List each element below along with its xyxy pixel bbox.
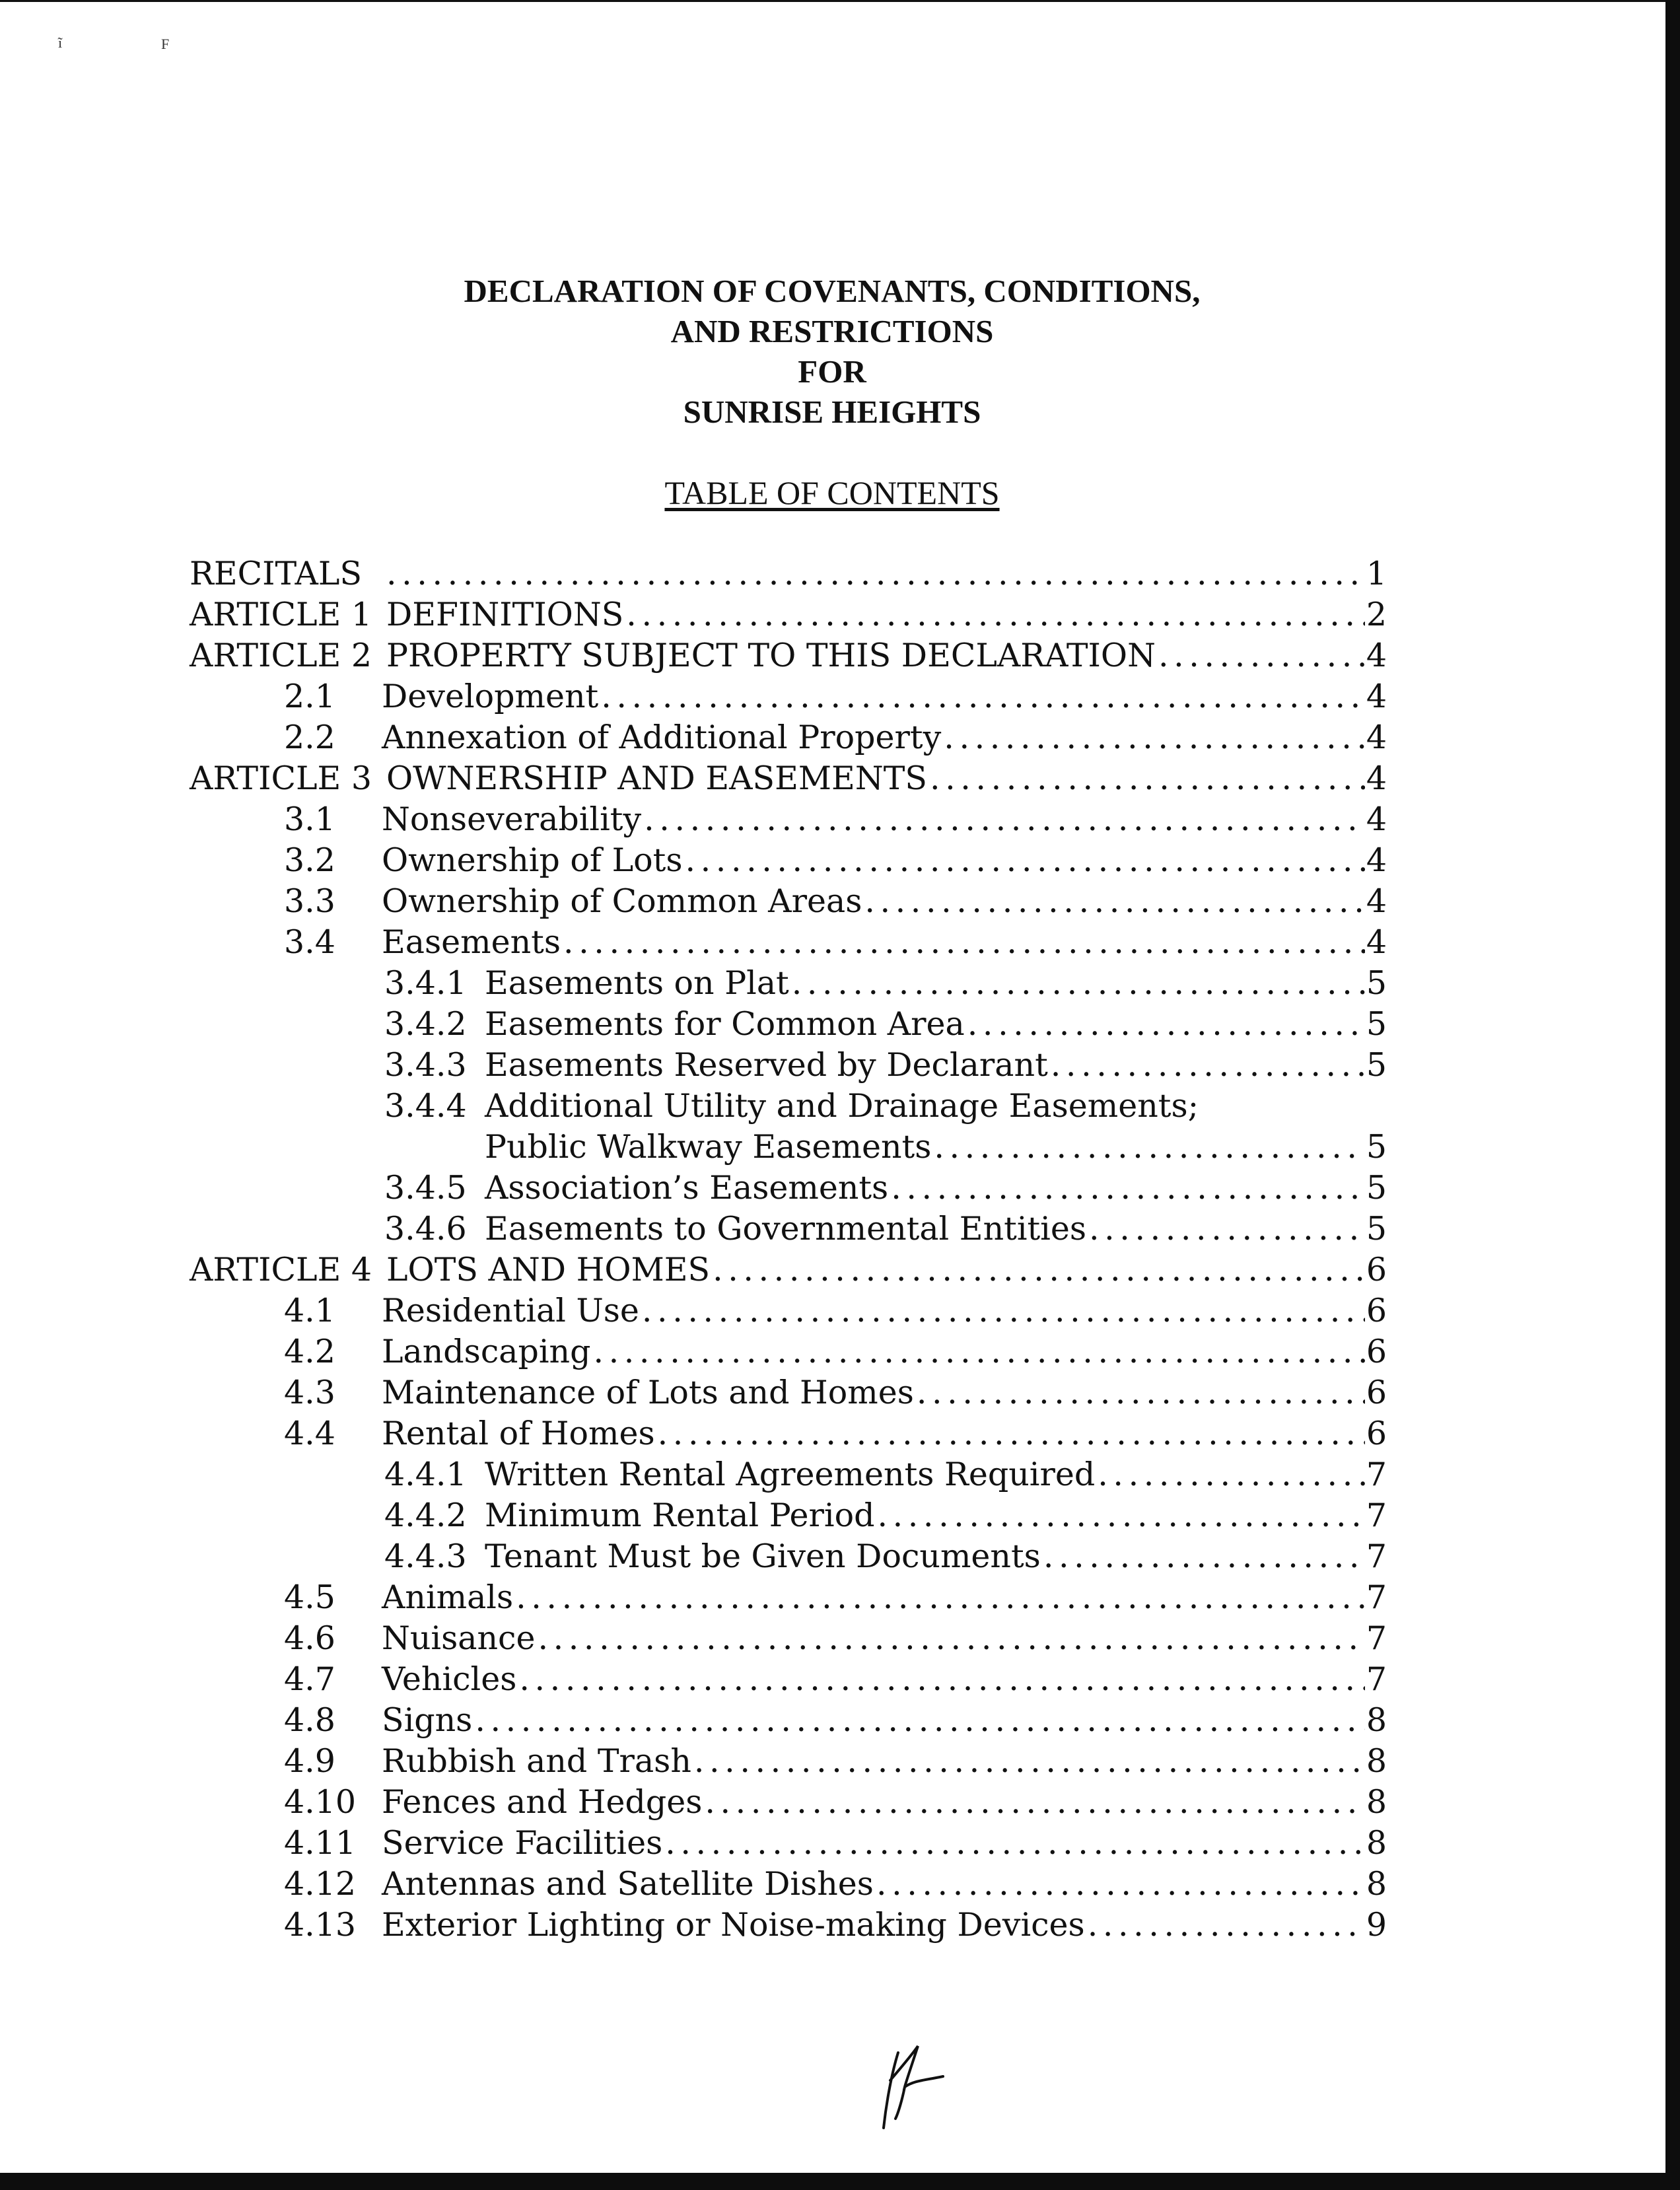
toc-row — [0, 1209, 1664, 1250]
toc-entry-title: Nonseverability — [382, 799, 644, 840]
toc-entry-line — [485, 1045, 1387, 1086]
toc-entry-line — [382, 1618, 1387, 1659]
toc-row — [0, 1045, 1664, 1086]
toc-leader-dots — [1088, 1905, 1365, 1946]
toc-page-number: 4 — [1366, 923, 1387, 961]
toc-leader-dots — [642, 1290, 1365, 1331]
toc-row — [0, 676, 1664, 717]
toc-entry-line — [382, 1782, 1387, 1823]
toc-entry-title: Fences and Hedges — [382, 1782, 705, 1823]
toc-entry-line — [386, 553, 1387, 594]
toc-page-number: 8 — [1366, 1701, 1387, 1739]
title-line: AND RESTRICTIONS — [670, 313, 994, 349]
toc-entry-number: ARTICLE 1 — [190, 596, 372, 633]
toc-entry-number: 3.1 — [284, 800, 335, 838]
toc-leader-dots — [713, 1250, 1365, 1290]
toc-entry-title: Rental of Homes — [382, 1413, 658, 1454]
toc-leader-dots — [626, 594, 1365, 635]
toc-entry-line — [382, 1741, 1387, 1782]
toc-entry-line — [382, 922, 1387, 963]
toc-entry-number: 3.4.1 — [384, 964, 467, 1002]
toc-page-number: 8 — [1366, 1865, 1387, 1903]
toc-page-number: 4 — [1366, 719, 1387, 756]
toc-entry-number: 3.2 — [284, 841, 335, 879]
toc-leader-dots — [644, 799, 1365, 840]
toc-page-number: 9 — [1366, 1906, 1387, 1944]
toc-row — [0, 1782, 1664, 1823]
toc-entry-line — [382, 1864, 1387, 1905]
toc-entry-number: 4.4.3 — [384, 1537, 467, 1575]
toc-leader-dots — [864, 881, 1364, 922]
toc-row — [0, 594, 1664, 635]
toc-entry-line — [382, 799, 1387, 840]
toc-entry-number: 4.10 — [284, 1783, 357, 1821]
toc-entry-title: Antennas and Satellite Dishes — [382, 1864, 876, 1905]
toc-entry-number: 3.4.4 — [384, 1087, 467, 1125]
toc-page-number: 4 — [1366, 759, 1387, 797]
toc-row — [0, 1495, 1664, 1536]
scan-edge-bottom — [0, 2173, 1680, 2190]
toc-leader-dots — [917, 1372, 1365, 1413]
toc-page-number: 1 — [1366, 555, 1387, 592]
toc-leader-dots — [1043, 1536, 1365, 1577]
toc-entry-line — [485, 1495, 1387, 1536]
toc-entry-title: Easements for Common Area — [485, 1004, 967, 1045]
toc-entry-title: Easements Reserved by Declarant — [485, 1045, 1051, 1086]
toc-page-number: 7 — [1366, 1578, 1387, 1616]
toc-entry-line — [485, 1168, 1387, 1209]
toc-entry-number: 2.2 — [284, 719, 335, 756]
toc-row — [0, 758, 1664, 799]
toc-page-number: 6 — [1366, 1292, 1387, 1329]
title-line: FOR — [798, 353, 866, 390]
toc-page-number: 5 — [1366, 1005, 1387, 1043]
toc-leader-dots — [658, 1413, 1365, 1454]
toc-entry-number: 4.2 — [284, 1333, 335, 1370]
table-of-contents — [0, 553, 1664, 1946]
toc-page-number: 6 — [1366, 1251, 1387, 1289]
toc-entry-title: Signs — [382, 1700, 475, 1741]
toc-leader-dots — [386, 553, 1365, 594]
toc-leader-dots — [694, 1741, 1365, 1782]
toc-entry-number: 2.1 — [284, 678, 335, 715]
toc-entry-title: Ownership of Common Areas — [382, 881, 864, 922]
toc-page-number: 5 — [1366, 1128, 1387, 1166]
toc-leader-dots — [891, 1168, 1365, 1209]
toc-entry-number: 3.4 — [284, 923, 335, 961]
toc-entry-number: 3.4.3 — [384, 1046, 467, 1084]
toc-entry-title: Vehicles — [382, 1659, 519, 1700]
toc-entry-line — [382, 676, 1387, 717]
toc-entry-line — [485, 1536, 1387, 1577]
toc-row — [0, 1290, 1664, 1331]
toc-entry-number: 4.9 — [284, 1742, 335, 1780]
toc-entry-number: 4.7 — [284, 1660, 335, 1698]
toc-entry-line — [485, 963, 1387, 1004]
toc-entry-line — [382, 1413, 1387, 1454]
toc-entry-line — [382, 1290, 1387, 1331]
toc-entry-number: 4.13 — [284, 1906, 357, 1944]
toc-row — [0, 881, 1664, 922]
toc-row — [0, 1250, 1664, 1290]
toc-entry-number: 4.4.2 — [384, 1497, 467, 1534]
toc-row — [0, 1864, 1664, 1905]
toc-entry-line — [485, 1209, 1387, 1250]
toc-entry-title: Written Rental Agreements Required — [485, 1454, 1098, 1495]
toc-page-number: 6 — [1366, 1333, 1387, 1370]
toc-entry-line — [382, 1331, 1387, 1372]
toc-row — [0, 1372, 1664, 1413]
toc-entry-line — [382, 1659, 1387, 1700]
toc-entry-line — [386, 1250, 1387, 1290]
toc-leader-dots — [601, 676, 1365, 717]
toc-entry-line — [485, 1127, 1387, 1168]
toc-entry-line — [382, 1823, 1387, 1864]
toc-page-number: 8 — [1366, 1824, 1387, 1862]
toc-entry-number: 3.4.5 — [384, 1169, 467, 1207]
toc-page-number: 4 — [1366, 678, 1387, 715]
toc-entry-number: ARTICLE 2 — [190, 637, 372, 674]
toc-page-number: 4 — [1366, 637, 1387, 674]
toc-leader-dots — [1158, 635, 1365, 676]
toc-page-number: 5 — [1366, 1169, 1387, 1207]
toc-entry-number: 3.3 — [284, 882, 335, 920]
toc-leader-dots — [944, 717, 1365, 758]
title-line: SUNRISE HEIGHTS — [683, 394, 981, 430]
toc-entry-title: DEFINITIONS — [386, 594, 626, 635]
toc-entry-title: Minimum Rental Period — [485, 1495, 877, 1536]
toc-entry-line — [485, 1004, 1387, 1045]
toc-entry-title: OWNERSHIP AND EASEMENTS — [386, 758, 930, 799]
toc-entry-line — [386, 635, 1387, 676]
toc-page-number: 4 — [1366, 841, 1387, 879]
toc-entry-number: 4.1 — [284, 1292, 335, 1329]
toc-row — [0, 1331, 1664, 1372]
toc-entry-title: Residential Use — [382, 1290, 642, 1331]
toc-row — [0, 1823, 1664, 1864]
toc-entry-title: Ownership of Lots — [382, 840, 685, 881]
toc-page-number: 5 — [1366, 964, 1387, 1002]
toc-entry-title: Maintenance of Lots and Homes — [382, 1372, 917, 1413]
toc-entry-line — [382, 1700, 1387, 1741]
toc-leader-dots — [538, 1618, 1364, 1659]
toc-entry-number: 4.12 — [284, 1865, 357, 1903]
scan-edge-right — [1665, 0, 1680, 2190]
toc-entry-title: LOTS AND HOMES — [386, 1250, 713, 1290]
toc-entry-number: 4.8 — [284, 1701, 335, 1739]
toc-row — [0, 1004, 1664, 1045]
toc-entry-title: Additional Utility and Drainage Easements; — [485, 1086, 1201, 1127]
toc-entry-number: 4.6 — [284, 1619, 335, 1657]
toc-page-number: 7 — [1366, 1497, 1387, 1534]
toc-leader-dots — [934, 1127, 1364, 1168]
toc-row — [0, 799, 1664, 840]
toc-entry-title: Nuisance — [382, 1618, 538, 1659]
toc-leader-dots — [665, 1823, 1365, 1864]
toc-entry-line — [382, 1577, 1387, 1618]
toc-page-number: 5 — [1366, 1046, 1387, 1084]
toc-page-number: 5 — [1366, 1210, 1387, 1248]
toc-row — [0, 840, 1664, 881]
toc-leader-dots — [593, 1331, 1364, 1372]
toc-leader-dots — [475, 1700, 1365, 1741]
toc-entry-number: ARTICLE 3 — [190, 759, 372, 797]
toc-entry-title: Tenant Must be Given Documents — [485, 1536, 1043, 1577]
title-line: DECLARATION OF COVENANTS, CONDITIONS, — [464, 273, 1201, 309]
toc-leader-dots — [1089, 1209, 1365, 1250]
toc-entry-line — [485, 1454, 1387, 1495]
toc-page-number: 6 — [1366, 1415, 1387, 1452]
toc-entry-number: RECITALS — [190, 555, 363, 592]
toc-entry-number: ARTICLE 4 — [190, 1251, 372, 1289]
toc-entry-title: Association’s Easements — [485, 1168, 891, 1209]
toc-leader-dots — [967, 1004, 1365, 1045]
toc-entry-line — [382, 717, 1387, 758]
toc-row — [0, 717, 1664, 758]
toc-row — [0, 1905, 1664, 1946]
toc-row — [0, 1577, 1664, 1618]
toc-entry-title: Easements on Plat — [485, 963, 792, 1004]
toc-leader-dots — [685, 840, 1365, 881]
toc-entry-number: 3.4.2 — [384, 1005, 467, 1043]
toc-row — [0, 963, 1664, 1004]
toc-entry-title-continued: Public Walkway Easements — [485, 1127, 934, 1168]
toc-entry-title: PROPERTY SUBJECT TO THIS DECLARATION — [386, 635, 1158, 676]
toc-page-number: 6 — [1366, 1374, 1387, 1411]
toc-entry-line — [382, 881, 1387, 922]
toc-entry-title: Annexation of Additional Property — [382, 717, 944, 758]
toc-page-number: 7 — [1366, 1660, 1387, 1698]
toc-leader-dots — [930, 758, 1365, 799]
toc-entry-line — [382, 840, 1387, 881]
toc-page-number: 4 — [1366, 800, 1387, 838]
toc-leader-dots — [877, 1495, 1364, 1536]
toc-entry-line — [382, 1905, 1387, 1946]
toc-page-number: 7 — [1366, 1456, 1387, 1493]
toc-page-number: 4 — [1366, 882, 1387, 920]
toc-row — [0, 1700, 1664, 1741]
toc-page-number: 8 — [1366, 1783, 1387, 1821]
toc-row — [0, 1536, 1664, 1577]
toc-leader-dots — [705, 1782, 1364, 1823]
toc-row — [0, 1659, 1664, 1700]
toc-entry-title: Easements — [382, 922, 563, 963]
toc-entry-line — [386, 758, 1387, 799]
toc-row — [0, 553, 1664, 594]
toc-entry-line — [382, 1372, 1387, 1413]
toc-leader-dots — [1051, 1045, 1365, 1086]
toc-row — [0, 635, 1664, 676]
toc-entry-number: 4.4 — [284, 1415, 335, 1452]
toc-entry-line — [485, 1086, 1387, 1127]
toc-leader-dots — [876, 1864, 1365, 1905]
toc-entry-title: Easements to Governmental Entities — [485, 1209, 1089, 1250]
toc-heading: TABLE OF CONTENTS — [664, 474, 1000, 511]
toc-entry-number: 4.5 — [284, 1578, 335, 1616]
toc-row — [0, 1454, 1664, 1495]
toc-row-continued — [0, 1127, 1664, 1168]
toc-entry-title: Rubbish and Trash — [382, 1741, 694, 1782]
toc-leader-dots — [516, 1577, 1365, 1618]
toc-entry-title: Exterior Lighting or Noise-making Devices — [382, 1905, 1088, 1946]
toc-leader-dots — [563, 922, 1365, 963]
toc-entry-number: 4.11 — [284, 1824, 357, 1862]
toc-entry-number: 4.3 — [284, 1374, 335, 1411]
corner-mark-right: F — [161, 36, 170, 52]
toc-page-number: 2 — [1366, 596, 1387, 633]
toc-row — [0, 1741, 1664, 1782]
toc-entry-title: Landscaping — [382, 1331, 593, 1372]
scan-edge-top — [0, 0, 1680, 2]
toc-entry-number: 4.4.1 — [384, 1456, 467, 1493]
toc-page-number: 7 — [1366, 1537, 1387, 1575]
toc-leader-dots — [519, 1659, 1364, 1700]
toc-entry-title: Animals — [382, 1577, 516, 1618]
toc-row — [0, 1618, 1664, 1659]
handwritten-initials — [872, 2041, 951, 2133]
toc-page-number: 7 — [1366, 1619, 1387, 1657]
toc-entry-line — [386, 594, 1387, 635]
document-title — [0, 271, 1664, 432]
toc-row — [0, 922, 1664, 963]
toc-page-number: 8 — [1366, 1742, 1387, 1780]
toc-row — [0, 1086, 1664, 1127]
toc-row — [0, 1168, 1664, 1209]
toc-row — [0, 1413, 1664, 1454]
toc-entry-number: 3.4.6 — [384, 1210, 467, 1248]
corner-mark-left: ĩ — [58, 34, 63, 51]
toc-entry-title: Service Facilities — [382, 1823, 665, 1864]
toc-leader-dots — [1098, 1454, 1365, 1495]
toc-leader-dots — [792, 963, 1365, 1004]
toc-entry-title: Development — [382, 676, 601, 717]
